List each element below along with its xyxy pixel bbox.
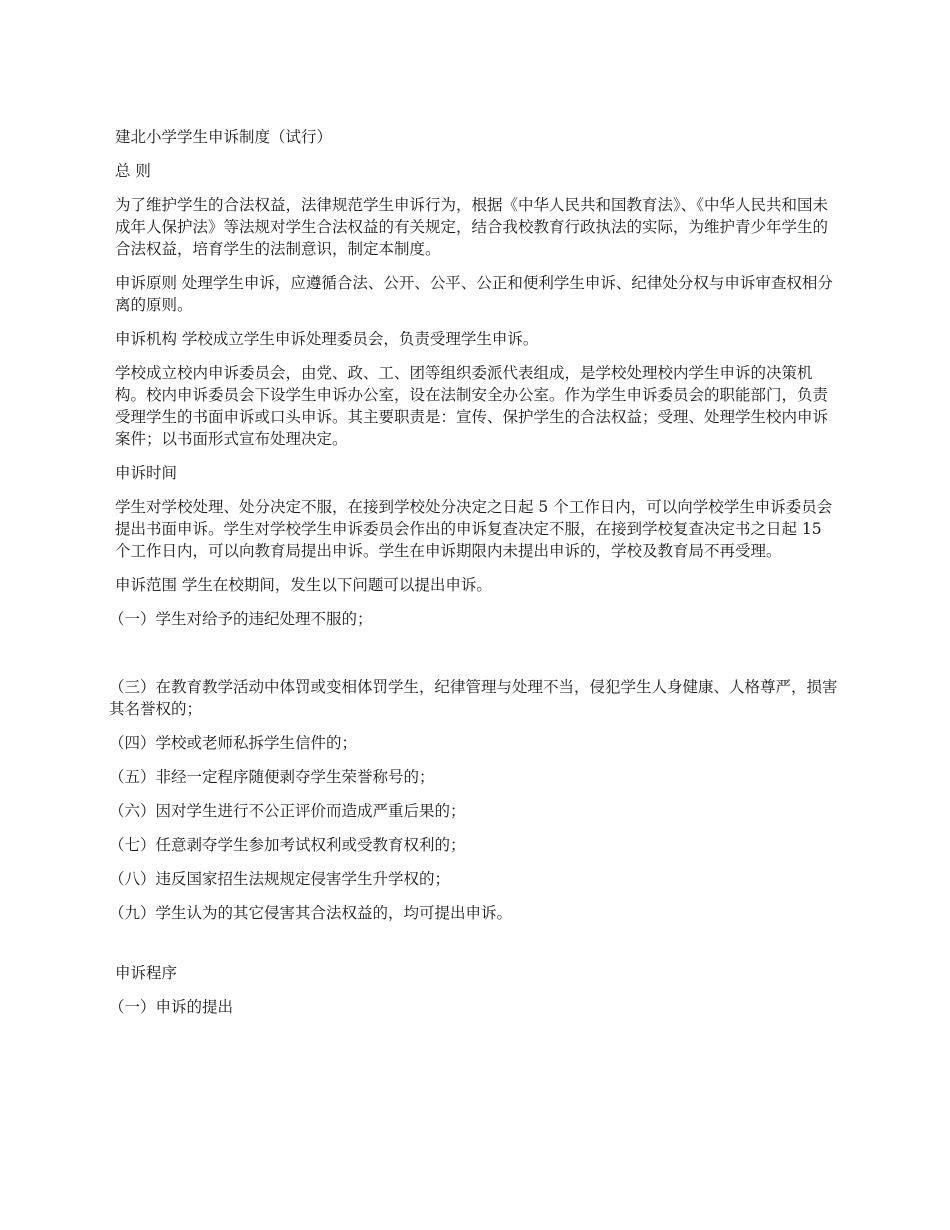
list-item: （一）申诉的提出 bbox=[109, 998, 234, 1016]
document-page bbox=[109, 126, 840, 1030]
section-heading-time: 申诉时间 bbox=[115, 464, 178, 482]
list-item: （九）学生认为的其它侵害其合法权益的，均可提出申诉。 bbox=[109, 904, 513, 922]
list-item: （三）在教育教学活动中体罚或变相体罚学生，纪律管理与处理不当，侵犯学生人身健康、人格尊严，损害其名誉权的； bbox=[109, 678, 838, 718]
principle-paragraph: 申诉原则 处理学生申诉，应遵循合法、公开、公平、公正和便利学生申诉、纪律处分权与申诉审查权相分离的原则。 bbox=[115, 274, 833, 314]
list-item: （六）因对学生进行不公正评价而造成严重后果的； bbox=[109, 802, 466, 820]
list-item: （四）学校或老师私拆学生信件的； bbox=[109, 734, 358, 752]
scope-paragraph: 申诉范围 学生在校期间，发生以下问题可以提出申诉。 bbox=[115, 576, 492, 594]
document-title: 建北小学学生申诉制度（试行） bbox=[115, 128, 333, 146]
list-item: （五）非经一定程序随便剥夺学生荣誉称号的； bbox=[109, 768, 435, 786]
list-item: （一）学生对给予的违纪处理不服的； bbox=[109, 610, 373, 628]
list-item: （八）违反国家招生法规规定侵害学生升学权的； bbox=[109, 870, 451, 888]
section-heading-general: 总 则 bbox=[115, 162, 151, 180]
agency-paragraph: 申诉机构 学校成立学生申诉处理委员会，负责受理学生申诉。 bbox=[115, 330, 539, 348]
section-heading-procedure: 申诉程序 bbox=[115, 964, 178, 982]
list-item: （七）任意剥夺学生参加考试权利或受教育权利的； bbox=[109, 836, 466, 854]
intro-paragraph: 为了维护学生的合法权益，法律规范学生申诉行为，根据《中华人民共和国教育法》、《中华人民共和国未成年人保护法》等法规对学生合法权益的有关规定，结合我校教育行政执法的实际，为维护青少年学生的合法权益，培育学生的法制意识，制定本制度。 bbox=[115, 196, 829, 258]
committee-paragraph: 学校成立校内申诉委员会，由党、政、工、团等组织委派代表组成，是学校处理校内学生申诉的决策机构。校内申诉委员会下设学生申诉办公室，设在法制安全办公室。作为学生申诉委员会的职能部门，负责受理学生的书面申诉或口头申诉。其主要职责是：宣传、保护学生的合法权益；受理、处理学生校内申诉案件；以书面形式宣布处理决定。 bbox=[115, 364, 829, 448]
blank-gap bbox=[115, 936, 840, 962]
time-paragraph: 学生对学校处理、处分决定不服，在接到学校处分决定之日起 5 个工作日内，可以向学校学生申诉委员会提出书面申诉。学生对学校学生申诉委员会作出的申诉复查决定不服，在接到学校复查决定书之日起 15 个工作日内，可以向教育局提出申诉。学生在申诉期限内未提出申诉的，学校及教育局不再受理。 bbox=[115, 498, 833, 560]
blank-gap bbox=[115, 642, 840, 676]
